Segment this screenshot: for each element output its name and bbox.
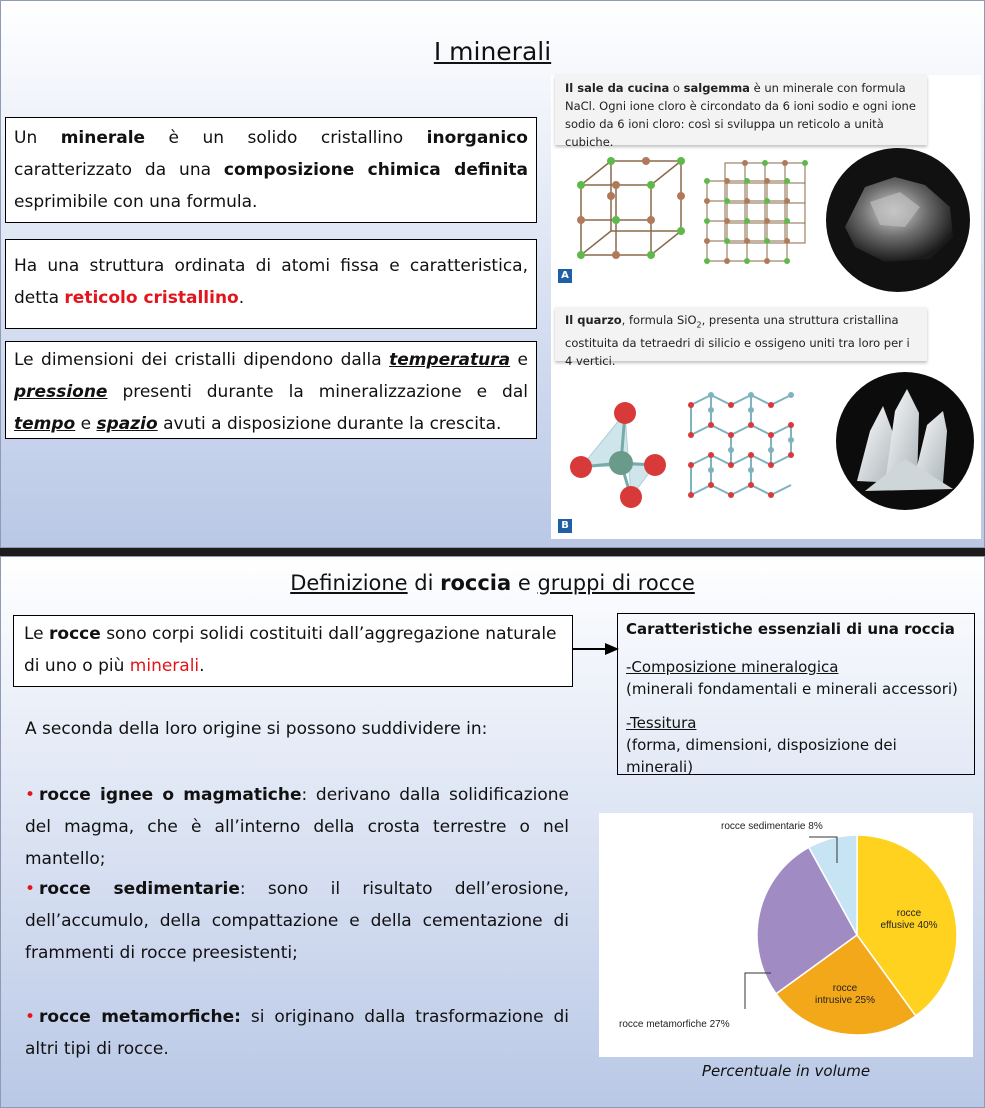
pie-chart (599, 813, 973, 1057)
slide-title: I minerali (433, 37, 552, 66)
arrow-icon (573, 641, 619, 657)
rock-characteristics-box (617, 613, 975, 775)
label-effusive-1: rocce (896, 908, 922, 919)
label-sedimentary: rocce sedimentarie 8% (721, 821, 823, 832)
badge-b: B (558, 519, 572, 533)
bullet-sedimentary: • rocce sedimentarie: sono il risultato dell’erosione, dell’accumulo, della compattazione e della cementazione di frammenti di rocce preesistenti; (25, 873, 569, 969)
nacl-unit-cell (571, 155, 691, 265)
salt-caption: Il sale da cucina o salgemma è un minerale con formula NaCl. Ogni ione cloro è circondato da 6 ioni sodio e ogni ione sodio da 6 ioni cloro: così si sviluppa un reticolo a unità cubiche. (555, 75, 927, 145)
intro-text: A seconda della loro origine si possono suddividere in: (25, 719, 488, 739)
bullet-metamorphic: • rocce metamorfiche: si originano dalla trasformazione di altri tipi di rocce. (25, 1001, 569, 1065)
label-intrusive-2: intrusive 25% (814, 995, 876, 1006)
halite-photo (825, 147, 971, 293)
sio4-tetrahedron (561, 397, 671, 517)
composition-desc: (minerali fondamentali e minerali accessori) (626, 680, 958, 698)
red-term: reticolo cristallino (64, 288, 239, 308)
slide-title: Definizione di roccia e gruppi di rocce (290, 571, 695, 595)
slide-minerali (0, 0, 985, 548)
rock-definition-box: Le rocce sono corpi solidi costituiti dall’aggregazione naturale di uno o più minerali. (13, 615, 573, 687)
quartz-caption: Il quarzo, formula SiO$_2$, presenta una struttura cristallina costituita da tetraedri di silicio e ossigeno uniti tra loro per i 4 vertici. (555, 307, 927, 361)
pie-chart-panel (599, 813, 973, 1057)
mineral-definition-box: Un minerale è un solido cristallino inorganico caratterizzato da una composizione chimica definita esprimibile con una formula. (5, 117, 537, 223)
badge-a: A (558, 269, 572, 283)
red-term: minerali (129, 656, 200, 676)
nacl-lattice (701, 157, 811, 267)
characteristics-heading: Caratteristiche essenziali di una roccia (626, 620, 955, 638)
quartz-lattice (681, 385, 806, 510)
composition-title: -Composizione mineralogica (626, 658, 839, 676)
label-effusive-2: effusive 40% (880, 920, 938, 931)
mineral-figure-panel (551, 75, 981, 539)
label-metamorphic: rocce metamorfiche 27% (619, 1019, 730, 1030)
quartz-photo (835, 371, 975, 511)
crystal-lattice-box: Ha una struttura ordinata di atomi fissa e caratteristica, detta reticolo cristallino. (5, 239, 537, 329)
bullet-igneous: • rocce ignee o magmatiche: derivano dalla solidificazione del magma, che è all’interno della crosta terrestre o nel mantello; (25, 779, 569, 875)
chart-caption: Percentuale in volume (701, 1062, 871, 1080)
crystal-size-box: Le dimensioni dei cristalli dipendono dalla temperatura e pressione presenti durante la mineralizzazione e dal tempo e spazio avuti a disposizione durante la crescita. (5, 341, 537, 439)
texture-title: -Tessitura (626, 714, 697, 732)
slide-rocce (0, 556, 985, 1108)
label-intrusive-1: rocce (832, 983, 858, 994)
texture-desc: (forma, dimensioni, disposizione dei minerali) (626, 736, 897, 776)
